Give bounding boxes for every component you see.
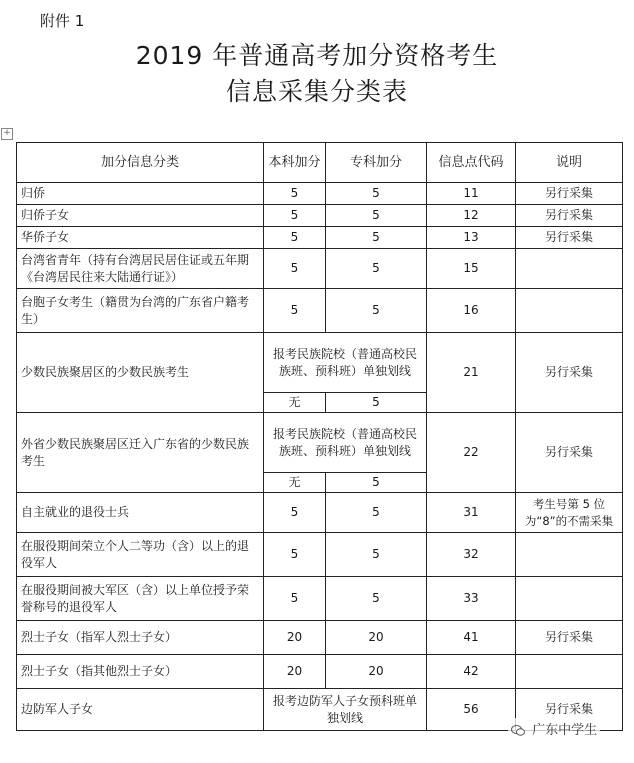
cell-note: 另行采集 <box>516 205 623 227</box>
cell-undergrad: 5 <box>264 289 326 333</box>
cell-undergrad: 5 <box>264 577 326 621</box>
cell-college: 5 <box>326 493 427 533</box>
cell-category: 少数民族聚居区的少数民族考生 <box>17 333 264 413</box>
header-code: 信息点代码 <box>427 143 516 183</box>
cell-merged-score: 报考民族院校（普通高校民族班、预科班）单独划线 <box>264 333 427 393</box>
cell-note: 另行采集 <box>516 621 623 655</box>
cell-undergrad: 5 <box>264 183 326 205</box>
cell-undergrad: 5 <box>264 533 326 577</box>
cell-note <box>516 289 623 333</box>
cell-category: 归侨 <box>17 183 264 205</box>
cell-college: 5 <box>326 227 427 249</box>
table-move-handle-icon[interactable]: + <box>1 128 13 140</box>
cell-note <box>516 249 623 289</box>
table-row <box>17 333 623 393</box>
cell-category: 烈士子女（指军人烈士子女） <box>17 621 264 655</box>
attachment-label: 附件 1 <box>40 12 85 30</box>
cell-category: 自主就业的退役士兵 <box>17 493 264 533</box>
table-header-row <box>17 143 623 183</box>
classification-table <box>16 142 623 731</box>
table-row <box>17 249 623 289</box>
cell-note: 另行采集 <box>516 227 623 249</box>
cell-college: 5 <box>326 533 427 577</box>
cell-undergrad: 5 <box>264 249 326 289</box>
cell-college: 5 <box>326 205 427 227</box>
cell-note: 另行采集 <box>516 689 623 731</box>
cell-code: 16 <box>427 289 516 333</box>
cell-code: 41 <box>427 621 516 655</box>
header-category: 加分信息分类 <box>17 143 264 183</box>
cell-code: 21 <box>427 333 516 413</box>
cell-category: 归侨子女 <box>17 205 264 227</box>
cell-code: 11 <box>427 183 516 205</box>
cell-code: 56 <box>427 689 516 731</box>
cell-undergrad: 20 <box>264 655 326 689</box>
cell-note: 另行采集 <box>516 413 623 493</box>
table-row <box>17 205 623 227</box>
header-undergrad: 本科加分 <box>264 143 326 183</box>
cell-category: 在服役期间荣立个人二等功（含）以上的退役军人 <box>17 533 264 577</box>
cell-undergrad: 无 <box>264 473 326 493</box>
cell-undergrad: 20 <box>264 621 326 655</box>
header-note: 说明 <box>516 143 623 183</box>
cell-note: 另行采集 <box>516 333 623 413</box>
cell-category: 在服役期间被大军区（含）以上单位授予荣誉称号的退役军人 <box>17 577 264 621</box>
watermark-text: 广东中学生 <box>532 723 598 738</box>
cell-undergrad: 5 <box>264 227 326 249</box>
cell-category: 台胞子女考生（籍贯为台湾的广东省户籍考生） <box>17 289 264 333</box>
table-row <box>17 289 623 333</box>
cell-college: 5 <box>326 289 427 333</box>
cell-note <box>516 533 623 577</box>
cell-college: 20 <box>326 655 427 689</box>
cell-note: 另行采集 <box>516 183 623 205</box>
cell-college: 5 <box>326 183 427 205</box>
cell-college: 5 <box>326 249 427 289</box>
cell-code: 33 <box>427 577 516 621</box>
cell-merged-score: 报考民族院校（普通高校民族班、预科班）单独划线 <box>264 413 427 473</box>
cell-note <box>516 577 623 621</box>
table-row <box>17 577 623 621</box>
cell-code: 12 <box>427 205 516 227</box>
cell-undergrad: 5 <box>264 205 326 227</box>
wechat-icon <box>511 725 525 736</box>
cell-code: 42 <box>427 655 516 689</box>
cell-undergrad: 5 <box>264 493 326 533</box>
cell-code: 22 <box>427 413 516 493</box>
table-row <box>17 533 623 577</box>
cell-note <box>516 655 623 689</box>
cell-note: 考生号第 5 位为“8”的不需采集 <box>516 493 623 533</box>
cell-code: 32 <box>427 533 516 577</box>
cell-college: 5 <box>326 473 427 493</box>
table-row <box>17 493 623 533</box>
cell-category: 外省少数民族聚居区迁入广东省的少数民族考生 <box>17 413 264 493</box>
watermark <box>508 718 600 739</box>
cell-category: 烈士子女（指其他烈士子女） <box>17 655 264 689</box>
cell-college: 5 <box>326 393 427 413</box>
cell-category: 边防军人子女 <box>17 689 264 731</box>
table-row <box>17 621 623 655</box>
cell-college: 20 <box>326 621 427 655</box>
page-subtitle: 信息采集分类表 <box>225 77 408 106</box>
cell-category: 台湾省青年（持有台湾居民居住证或五年期《台湾居民往来大陆通行证》） <box>17 249 264 289</box>
page-title: 2019 年普通高考加分资格考生 <box>135 41 499 70</box>
table-row <box>17 183 623 205</box>
cell-category: 华侨子女 <box>17 227 264 249</box>
cell-college: 5 <box>326 577 427 621</box>
table-row <box>17 413 623 473</box>
cell-merged-score: 报考边防军人子女预科班单独划线 <box>264 689 427 731</box>
cell-code: 13 <box>427 227 516 249</box>
table-row <box>17 227 623 249</box>
cell-code: 15 <box>427 249 516 289</box>
table-row <box>17 655 623 689</box>
cell-undergrad: 无 <box>264 393 326 413</box>
cell-code: 31 <box>427 493 516 533</box>
header-college: 专科加分 <box>326 143 427 183</box>
